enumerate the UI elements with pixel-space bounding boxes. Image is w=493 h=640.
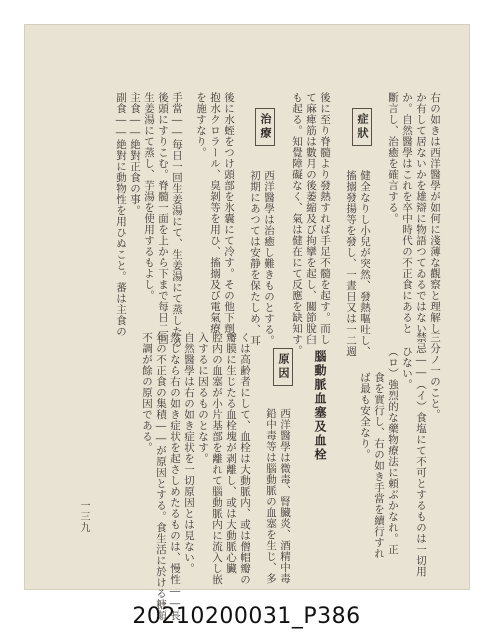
continuation-line-6: ば最も安全なり。 — [359, 372, 371, 460]
intro-line-4: 斷言し、治癒を確言する。 — [387, 92, 399, 224]
image-caption: 20210200031_P386 — [132, 604, 361, 629]
remedy-line-1: 手當――毎日一回生姜湯にて、生姜湯にて蒸したる — [171, 92, 183, 348]
treatment-line-3: 後に水蛭をつけ頭部を氷囊にて冷す。その他下劑、 — [223, 92, 235, 345]
remedy-line-4: 主食――絶對正食の事。 — [129, 92, 141, 216]
remedy-line-3: 生姜湯にて蒸し、芋湯を使用するもよし。 — [143, 92, 155, 301]
cause-line-2: 鉛中毒等は腦動脈の血塞を生じ、多 — [265, 408, 277, 584]
treatment-line-1: 西洋醫學は治癒し難きものとする。 — [263, 170, 275, 346]
symptoms-line-2: 搐搦發揚等を發し、一晝日又は一二週 — [345, 170, 357, 357]
intro-line-1: 右の如きは西洋醫學が如何に淺薄な觀察と理解し — [429, 92, 441, 334]
cause-line-9: 年の不正食の集積――が原因とする。食生活に於ける糖類 — [155, 332, 167, 621]
cause-line-4: 瓣膜に生じたる血栓塊が剥離し、或は大動脈心臟 — [225, 332, 237, 574]
cause-heading: 原因 — [273, 348, 293, 386]
cause-line-1: 西洋醫學は微毒、腎臓炎、酒精中毒 — [279, 408, 291, 584]
treatment-heading: 治療 — [255, 108, 275, 146]
intro-line-2: か有して居ないかを雄辯に物語つてゐるではない — [415, 92, 427, 334]
continuation-line-2: 禁忌――（イ）食塩にて不可とするものは一切用 — [415, 332, 427, 577]
symptoms-line-4: て麻痺筋は數月の後萎縮及び拘攣を起し、關節脫臼 — [305, 92, 317, 345]
section-title: 腦動脈血塞及血栓 — [313, 350, 327, 462]
remedy-line-5: 副食――絶對に動物性を用ひぬこと。蕃は主食の — [115, 92, 127, 337]
remedy-line-2: 後頭にすりこむ。脊髓一面を上から下まで每日二回 — [157, 92, 169, 345]
symptoms-line-5: も起る。知覺障礙なく、氣は健在にて反應を缺知す。 — [291, 92, 303, 356]
continuation-line-3: ひない。 — [401, 346, 413, 390]
symptoms-heading: 症狀 — [352, 108, 372, 146]
symptoms-line-1: 健全なりし小兒が突然、發熱嘔吐し、 — [359, 170, 371, 357]
intro-line-3: か。自然醫學はこれを卒中時代の不正食にあると — [401, 92, 413, 334]
treatment-line-5: を施すなり。 — [195, 92, 207, 158]
symptoms-line-3: 後に至り脊髓より發熱すれば手足不髓を起す。而し — [319, 92, 331, 345]
cause-line-7: 自然醫學は右の如き症状を一切原因とは見ない。 — [183, 332, 195, 574]
treatment-line-2: 初期にあつては安静を保たしめ、耳 — [249, 170, 261, 346]
cause-line-3: くは高齢者にして、血栓は大動脈内、或は僧帽瓣の — [239, 332, 251, 585]
continuation-line-4: （ロ）強烈的な藥物療法に頼ぶかなれ。正 — [387, 346, 399, 555]
cause-line-6: 入するに因るものとなす。 — [197, 332, 209, 464]
page-number: 一三九 — [78, 500, 89, 533]
cause-line-10: 不調が餘の原因である。 — [141, 332, 153, 453]
continuation-line-5: 食を實行し、右の如き手當を續行すれ — [373, 372, 385, 559]
continuation-line-1: 三分ノ一のこと。 — [429, 332, 441, 420]
cause-line-8: 然しなら右の如き症状を起さしめたるものは、慢性――長 — [169, 332, 181, 621]
treatment-line-4: 抱水クロラール、臭剝等を用ひ、搐搦及び電氣療 — [209, 92, 221, 334]
cause-line-5: 腔内の血塞が小片基部を離れて腦動脈内に流入し嵌 — [211, 332, 223, 585]
